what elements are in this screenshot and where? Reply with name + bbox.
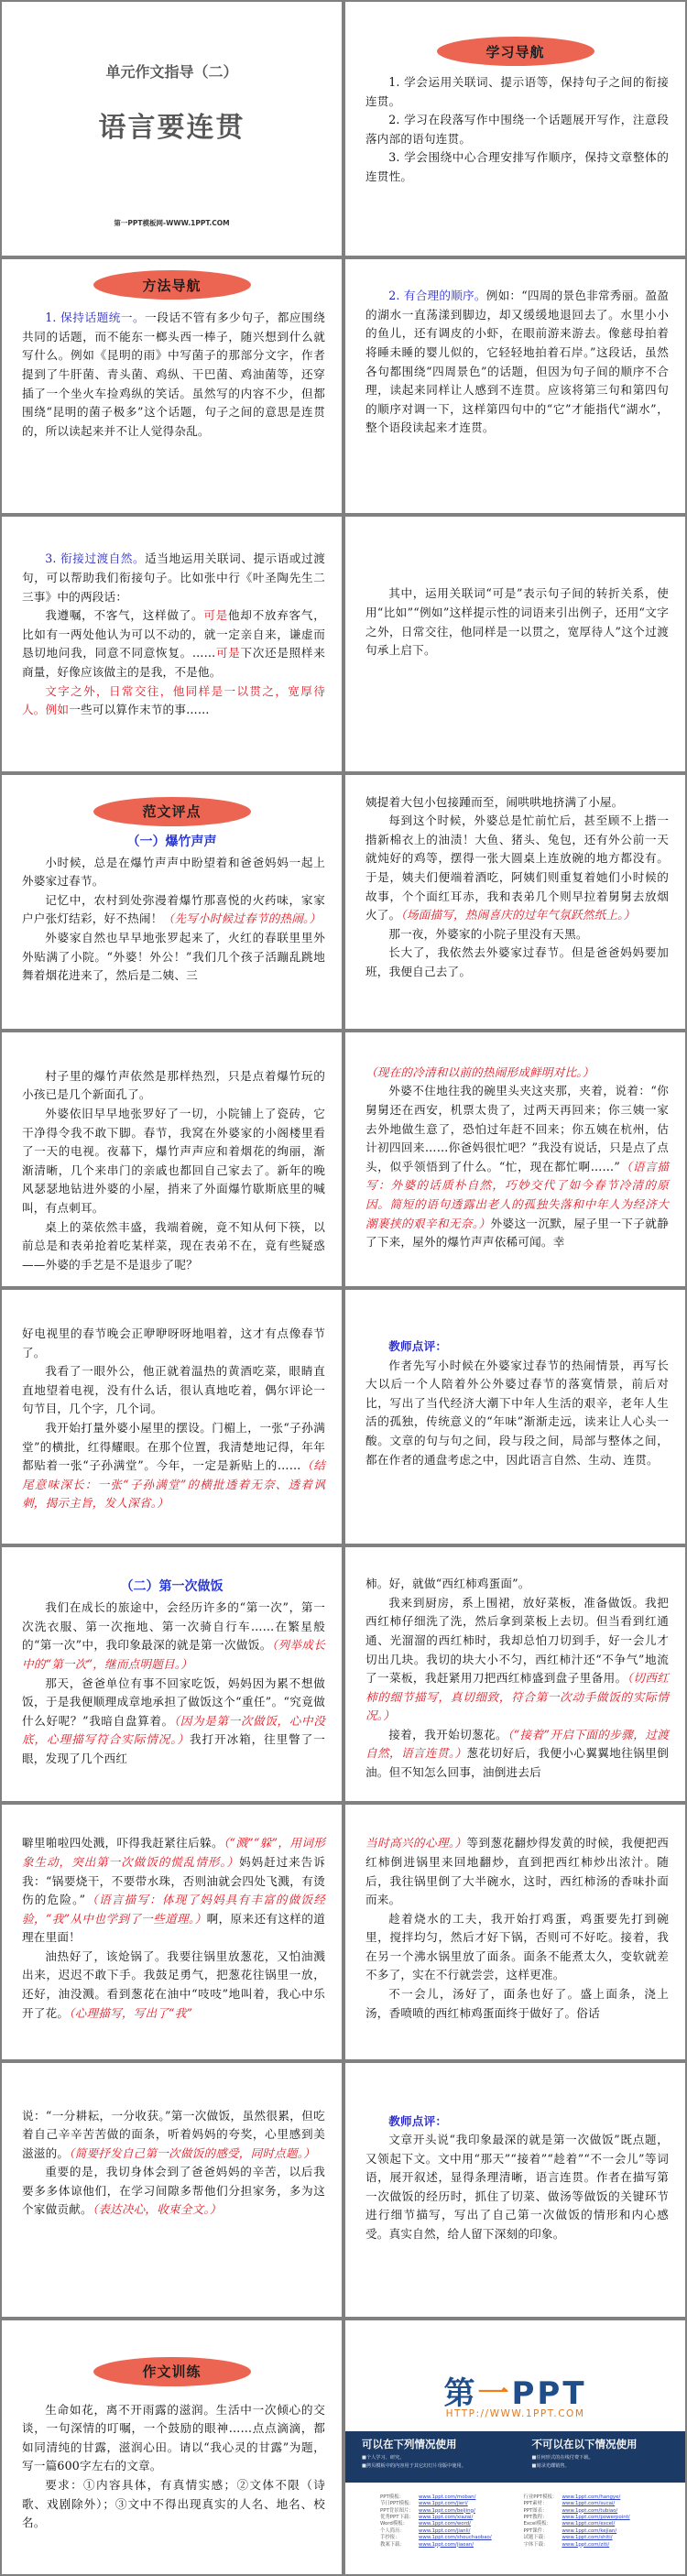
slide-method-3[interactable] — [0, 515, 344, 772]
essay-comment: （“接着”开启下面的步骤，过渡自然，语言连贯。） — [365, 1727, 670, 1761]
essay-text: 每到这个时候，外婆总是忙前忙后，甚至顾不上揩一揩新棉衣上的油渍！大鱼、猪头、兔包，还有外公前一天就炖好的鸡等，摆得一张大圆桌上连放碗的地方都没有。于是，姨夫们便端着酒吃，阿姨们则重复着她们小时候的故事，个个面红耳赤，我和表弟几个则早拉着舅舅去放烟火了。 — [365, 813, 669, 922]
essay-text: 噼里啪啦四处溅，吓得我赶紧往后躲。 — [22, 1836, 224, 1850]
resource-link[interactable]: www.1ppt.com/word/ — [419, 2521, 471, 2527]
resource-link-row — [524, 2528, 668, 2535]
essay-paragraph: 好电视里的春节晚会正咿咿呀呀地唱着，这才有点像春节了。 — [22, 1326, 325, 1359]
quote-text: 他却不放弃客气，比如有一两处他认为可以不动的，就一定亲自来，谦虚而恳切地问我，同意不同意恢复。…… — [22, 608, 325, 660]
essay-text: 重要的是，我切身体会到了爸爸妈妈的辛苦，以后我要多多体谅他们，在学习间隙多帮他们分担家务，多为这个家做贡献。 — [22, 2165, 325, 2217]
review-label: 教师点评： — [388, 1338, 448, 1353]
slide-example-2c[interactable] — [0, 1803, 344, 2060]
slide-learning-guide[interactable] — [344, 0, 687, 257]
usage-item: ■个人学习、研究。 — [362, 2454, 405, 2461]
quote-keyword: 文字之外，日常交往，他同样是一以贯之，宽厚待人。例如 — [22, 683, 325, 717]
resource-link[interactable]: www.1ppt.com/xiazai/ — [419, 2514, 474, 2520]
resource-link-row — [524, 2501, 668, 2507]
resource-links — [380, 2494, 667, 2549]
slide-example-1c[interactable] — [0, 1031, 344, 1288]
essay-paragraph — [22, 2107, 325, 2164]
essay-comment: 当时高兴的心理。） — [365, 1836, 467, 1850]
resource-link-label: PPT素材： — [523, 2501, 548, 2507]
essay-comment: （切西红柿的细节描写，真切细致，符合第一次动手做饭的实际情况。） — [365, 1671, 669, 1723]
logo-ppt: PPT — [511, 2374, 587, 2412]
resource-link-label: 个人简历： — [380, 2527, 405, 2534]
resource-link-label: PPT课件： — [523, 2527, 548, 2534]
quote-keyword: 可是 — [203, 608, 228, 623]
method-paragraph — [22, 550, 325, 719]
essay-paragraph — [22, 1834, 325, 1948]
slide-brand-end[interactable] — [344, 2319, 687, 2576]
essay-paragraph — [365, 812, 669, 925]
cover-site: 第一PPT模板网-WWW.1PPT.COM — [114, 219, 230, 227]
resource-link[interactable]: www.1ppt.com/powerpoint/ — [562, 2514, 630, 2520]
section-badge: 学习导航 — [437, 37, 594, 66]
review-body — [365, 1337, 669, 1469]
quote-text: 我遵嘱，不客气，这样做了。 — [45, 608, 204, 623]
essay-text: 我来到厨房，系上围裙，放好菜板，准备做饭。我把西红柿仔细洗了洗，然后拿到菜板上去切。但当看到红通通、光溜溜的西红柿时，我却总怕刀切到手，好一会儿才切出几块。我切的块大小不匀，西红柿汁还“不争气”地流了一菜板，我赶紧用刀把西红柿盛到盘子里备用。 — [365, 1595, 669, 1686]
resource-link[interactable]: www.1ppt.com/moban/ — [419, 2494, 476, 2500]
resource-link[interactable]: www.1ppt.com/kejian/ — [562, 2527, 617, 2534]
method-text: 一段话不管有多少句子，都应围绕共同的话题，而不能东一榔头西一棒子，随兴想到什么就写什么。例如《昆明的雨》中写菌子的那部分文字，作者提到了牛肝菌、青头菌、鸡纵、干巴菌、鸡油菌等，还穿插了一个坐火车捡鸡纵的笑话。虽然写的内容不少，但都围绕“昆明的菌子极多”这个话题，句子之间的意思是连贯的，所以读起来并不让人觉得杂乱。 — [22, 311, 325, 438]
essay-comment: （表达决心，收束全文。） — [92, 2202, 222, 2217]
method-paragraph — [22, 309, 325, 441]
brand-url[interactable]: HTTP://WWW.1PPT.COM — [445, 2407, 585, 2419]
slide-teacher-review-2[interactable] — [344, 2061, 687, 2319]
essay-comment: （心理描写，写出了“我” — [69, 2005, 193, 2020]
essay-text: 我们在成长的旅途中，会经历许多的“第一次”，第一次洗衣服、第一次拖地、第一次骑自行车……在繁星般的“第一次”中，我印象最深的就是第一次做饭。 — [22, 1600, 325, 1653]
resource-link[interactable]: www.1ppt.com/jieri/ — [419, 2501, 468, 2507]
slide-example-1e[interactable] — [0, 1288, 344, 1545]
essay-paragraph: 外婆依旧早早地张罗好了一切，小院铺上了瓷砖，它干净得令我不敢下脚。春节，我窝在外婆家的小阁楼里看了一天的电视。夜幕下，爆竹声声应和着烟花的绚丽，渐渐清晰，几个来串门的亲戚也都回自己家去了。新年的晚风瑟瑟地钻进外婆的小屋，捎来了外面爆竹歇斯底里的喊叫，有点刺耳。 — [22, 1106, 325, 1215]
usage-item: ■拷贝模板中的内容用于其它幻灯片母版中使用。 — [362, 2462, 466, 2469]
logo-dash: 一 — [477, 2374, 512, 2412]
explain-text: 其中，运用关联词“可是”表示句子间的转折关系，使用“比如”“例如”这样提示性的词语来引出例子，还用“文字之外，日常交往，他同样是一以贯之，宽厚待人”这个过渡句承上启下。 — [365, 586, 669, 658]
cover-title: 语言要连贯 — [98, 112, 245, 144]
method-text: 例如：“四周的景色非常秀丽。盈盈的湖水一直荡漾到脚边，却又缓缓地退回去了。水里小小的鱼儿，还有调皮的小虾，在眼前游来游去。像慈母拍着将睡未睡的婴儿似的，它轻轻地拍着石岸。”这段话，虽然各句都围绕“四周景色”的话题，但因为句子间的顺序不合理，读起来同样让人感到不连贯。应该将第三句和第四句的顺序对调一下，这样第四句中的“它”才能指代“湖水”，整个语段读起来才连贯。 — [365, 289, 669, 435]
resource-link-label: Excel模板： — [523, 2521, 551, 2527]
quote-paragraph — [22, 606, 325, 682]
usage-forbidden-title: 不可以在以下情况使用 — [531, 2437, 638, 2450]
essay-paragraph: 姨提着大包小包接踵而至，闹哄哄地挤满了小屋。 — [365, 794, 624, 809]
essay-comment: （先写小时候过春节的热闹。） — [162, 911, 322, 926]
essay-text: 接着，我开始切葱花。 — [388, 1727, 508, 1741]
method-lead: 2. 有合理的顺序。 — [388, 289, 486, 303]
links-right — [524, 2494, 668, 2549]
resource-link[interactable]: www.1ppt.com/shiti/ — [562, 2535, 613, 2541]
essay-paragraph — [22, 1675, 325, 1769]
essay-paragraph: 外婆家自然也早早地张罗起来了，火红的春联里里外外贴满了小院。“外婆！外公！”我们几个孩子活蹦乱跳地舞着烟花进来了，然后是二姨、三 — [22, 930, 325, 983]
essay-text: 油热好了，该炝锅了。我要往锅里放葱花，又怕油溅出来，迟迟不敢下手。我鼓足勇气，把葱花往锅里一放，还好，油没溅。看到葱花在油中“吱吱”地叫着，我心中乐开了花。 — [22, 1948, 325, 2020]
resource-link-row — [524, 2535, 668, 2541]
resource-link-label: PPT模板： — [380, 2494, 404, 2500]
resource-link-label: 教案下载： — [380, 2541, 405, 2548]
slide-example-2e[interactable] — [0, 2061, 344, 2319]
essay-body — [22, 2107, 325, 2221]
links-left — [380, 2494, 524, 2549]
method-text: 适当地运用关联词、提示语或过渡句，可以帮助我们衔接句子。比如张中行《叶圣陶先生二三事》中的两段话： — [22, 551, 325, 604]
usage-allowed — [345, 2431, 516, 2483]
quote-paragraph — [22, 682, 325, 720]
slide-method-1[interactable] — [0, 257, 344, 515]
essay-paragraph: 趁着烧水的工夫，我开始打鸡蛋，鸡蛋要先打到碗里，搅拌均匀，然后才好下锅，否则可不好吃。接着，我在另一个沸水锅里放了面条。面条不能煮太久，变软就差不多了，实在不行就尝尝，这样更准。 — [365, 1911, 669, 1982]
brand-logo — [345, 2368, 685, 2413]
resource-link-row — [380, 2528, 524, 2535]
resource-link-row — [524, 2521, 668, 2527]
essay-heading: （二）第一次做饭 — [120, 1579, 224, 1595]
resource-link-row — [524, 2494, 668, 2501]
essay-paragraph — [22, 1948, 325, 2023]
resource-link-label: 字体下载： — [523, 2541, 549, 2548]
logo-char: 第 — [443, 2374, 478, 2412]
essay-comment: （场面描写，热闹喜庆的过年气氛跃然纸上。） — [400, 908, 636, 922]
practice-requirements: 要求：①内容具体，有真情实感；②文体不限（诗歌、戏剧除外）；③文中不得出现真实的人名、地名、校名。 — [22, 2478, 325, 2530]
essay-paragraph: 我看了一眼外公，他正就着温热的黄酒吃菜，眼睛直直地望着电视，没有什么话，很认真地吃着，偶尔评论一句节目，几个字，几个词。 — [22, 1364, 325, 1416]
usage-item: ■任何形式的在线付费下载。 — [531, 2454, 594, 2461]
essay-paragraph — [22, 1419, 325, 1513]
usage-band — [345, 2431, 685, 2483]
resource-link[interactable]: www.1ppt.com/shouchaobao/ — [419, 2535, 492, 2541]
method-lead: 3. 衔接过渡自然。 — [45, 551, 146, 566]
essay-comment: （现在的冷清和以前的热闹形成鲜明对比。） — [365, 1064, 594, 1079]
resource-link[interactable]: www.1ppt.com/ziti/ — [562, 2541, 610, 2548]
section-badge: 范文评点 — [93, 797, 251, 826]
practice-prompt: 生命如花，离不开雨露的滋润。生活中一次倾心的交谈，一句深情的叮嘱，一个鼓励的眼神……点点滴滴，都如同清纯的甘露，滋润心田。请以“我心灵的甘露”为题，写一篇600字左右的文章。 — [22, 2402, 325, 2473]
essay-comment: （“溅”“躲”，用词形象生动，突出第一次做饭的慌乱情形。） — [22, 1836, 325, 1869]
review-text: 文章开头说“我印象最深的就是第一次做饭”既点题，又领起下文。文中用“那天”“接着”“趁着”“不一会儿”等词语，展开叙述，显得条理清晰，语言连贯。作者在描写第一次做饭的经历时，抓住了切菜、做汤等做饭的关键环节进行细节描写，写出了自己第一次做饭的情形和内心感受。真实自然，给人留下深刻的印象。 — [365, 2133, 669, 2242]
resource-link-label: Word模板： — [380, 2521, 409, 2527]
cover-subtitle: 单元作文指导（二） — [105, 63, 238, 81]
resource-link-label: 优秀PPT下载： — [380, 2514, 414, 2520]
essay-paragraph — [365, 1834, 669, 1909]
goal-item: 3. 学会围绕中心合理安排写作顺序，保持文章整体的连贯性。 — [365, 150, 669, 183]
usage-forbidden — [516, 2431, 686, 2483]
essay-paragraph — [22, 891, 325, 929]
essay-paragraph: 长大了，我依然去外婆家过春节。但是爸爸妈妈要加班，我便自己去了。 — [365, 945, 669, 978]
essay-text: 记忆中，农村到处弥漫着爆竹那喜悦的火药味，家家户户张灯结彩，好不热闹！ — [22, 892, 325, 926]
resource-link-label: 试题下载： — [523, 2535, 549, 2541]
essay-text: 那天，爸爸单位有事不回家吃饭，妈妈因为累不想做饭，于是我便顺理成章地承担了做饭这个“重任”。“究竟做什么好呢？”我暗自盘算着。 — [22, 1675, 325, 1728]
quote-text: 一些可以算作末节的事…… — [69, 703, 210, 717]
review-text: 作者先写小时候在外婆家过春节的热闹情景，再写长大以后一个人陪着外公外婆过春节的落寞情景，前后对比，写出了当代经济大潮下中年人生活的艰辛，老年人生活的孤独，传统意义的“年味”渐渐走远，读来让人心头一酸。文章的句与句之间，段与段之间，局部与整体之间，都在作者的通盘考虑之中，因此语言自然、生动、连贯。 — [365, 1358, 669, 1467]
learning-goals — [365, 73, 669, 187]
practice-body — [22, 2401, 325, 2533]
quote-keyword: 可是 — [215, 646, 241, 660]
slide-cover[interactable] — [0, 0, 344, 257]
essay-text: 啊，原来还有这样的道理在里面！ — [22, 1911, 326, 1945]
method-lead: 1. 保持话题统一。 — [45, 311, 146, 325]
slide-method-2[interactable] — [344, 257, 687, 515]
resource-link-row — [380, 2508, 524, 2515]
section-badge: 方法导航 — [93, 270, 251, 300]
essay-text: 我打开冰箱，往里瞥了一眼，发现了几个西红 — [22, 1732, 326, 1765]
essay-text: 说：“一分耕耘，一分收获。”第一次做饭，虽然很累，但吃着自己辛辛苦苦做的面条，听着妈妈的夸奖，心里感到美滋滋的。 — [22, 2108, 325, 2160]
resource-link-label: PPT图表： — [523, 2507, 548, 2514]
essay-paragraph: 村子里的爆竹声依然是那样热烈，只是点着爆竹玩的小孩已是几个新面孔了。 — [22, 1068, 325, 1102]
slide-example-2b[interactable] — [344, 1545, 687, 1803]
resource-link-row — [380, 2521, 524, 2527]
essay-comment: （因为是第一次做饭，心中没底，心理描写符合实际情况。） — [22, 1713, 325, 1747]
slide-writing-practice[interactable] — [0, 2319, 344, 2576]
essay-text: 我开始打量外婆小屋里的摆设。门楣上，一张“子孙满堂”的横批，红得耀眼。在那个位置，我清楚地记得，年年都贴着一张“子孙满堂”。今年，一定是新贴上的…… — [22, 1420, 325, 1473]
essay-paragraph: 柿。好，就做“西红柿鸡蛋面”。 — [365, 1577, 530, 1591]
resource-link[interactable]: www.1ppt.com/hangye/ — [562, 2494, 621, 2500]
resource-link[interactable]: www.1ppt.com/jiaoan/ — [419, 2541, 474, 2548]
essay-body — [22, 1599, 325, 1768]
resource-link-label: PPT教程： — [523, 2514, 548, 2520]
resource-link-row — [380, 2542, 524, 2549]
essay-paragraph — [365, 1594, 669, 1726]
essay-heading: （一）爆竹声声 — [126, 834, 217, 849]
essay-paragraph — [365, 1726, 669, 1783]
essay-text: 等到葱花翻炒得发黄的时候，我便把西红柿倒进锅里来回地翻炒，直到把西红柿炒出浓汁。随后，我往锅里倒了大半碗水，这时，西红柿汤的香味扑面而来。 — [365, 1836, 670, 1907]
slide-example-2d[interactable] — [344, 1803, 687, 2060]
usage-item: ■刻录光碟销售。 — [531, 2462, 570, 2469]
resource-link-row — [380, 2535, 524, 2541]
slide-example-2a[interactable] — [0, 1545, 344, 1803]
essay-comment: （语言描写：体现了妈妈具有丰富的做饭经验，“我”从中也学到了一些道理。） — [22, 1893, 325, 1926]
essay-comment: （语言描写：外婆的话质朴自然，巧妙交代了如今春节冷清的原因。简短的语句透露出老人的孤独失落和中年人为经济大潮裹挟的艰辛和无奈。） — [365, 1159, 669, 1230]
resource-link[interactable]: www.1ppt.com/jianli/ — [419, 2527, 471, 2534]
essay-comment: （简要抒发自己第一次做饭的感受，同时点题。） — [69, 2145, 316, 2160]
slide-example-1a[interactable] — [0, 773, 344, 1031]
resource-link-label: 行业PPT模板： — [523, 2494, 558, 2500]
essay-paragraph: 桌上的菜依然丰盛，我端着碗，竟不知从何下筷，以前总是和表弟抢着吃某样菜，现在表弟不在，竟有些疑惑——外婆的手艺是不是退步了呢？ — [22, 1219, 325, 1272]
essay-text: 妈妈赶过来告诉我：“锅要烧干，不要带水珠，否则油就会四处飞溅，有烫伤的危险。” — [22, 1854, 325, 1907]
review-body — [365, 2112, 669, 2244]
explain-paragraph — [365, 584, 669, 660]
goal-item: 1. 学会运用关联词、提示语等，保持句子之间的衔接连贯。 — [365, 75, 669, 108]
essay-body — [365, 1064, 669, 1252]
essay-paragraph — [22, 1599, 325, 1674]
resource-link-row — [524, 2508, 668, 2515]
essay-paragraph: 那一夜，外婆家的小院子里没有天黑。 — [388, 926, 588, 941]
essay-paragraph: 不一会儿，汤好了，面条也好了。盛上面条，浇上汤，香喷喷的西红柿鸡蛋面终于做好了。俗话 — [365, 1987, 669, 2020]
essay-body — [22, 854, 325, 986]
resource-link-label: 节日PPT模板： — [380, 2501, 414, 2507]
resource-link[interactable]: www.1ppt.com/beijing/ — [419, 2507, 475, 2514]
resource-link-label: 手抄报： — [380, 2535, 400, 2541]
essay-paragraph: 小时候，总是在爆竹声声中盼望着和爸爸妈妈一起上外婆家过春节。 — [22, 855, 325, 889]
essay-text: 外婆不住地往我的碗里头夹这夹那，夹着，说着：“你舅舅还在西安，机票太贵了，过两天再回来；你三姨一家去外地做生意了，恐怕过年赶不回来；你五姨在杭州，估计初四回来……你爸妈很忙吧？”我没有说话，只是点了点头，似乎领悟到了什么。“忙，现在都忙啊……” — [365, 1084, 669, 1173]
essay-body — [365, 793, 669, 982]
usage-allowed-title: 可以在下列情况使用 — [362, 2437, 457, 2450]
essay-paragraph — [365, 1082, 669, 1251]
resource-link-label: PPT背景图片： — [380, 2507, 414, 2514]
essay-text: 葱花切好后，我便小心翼翼地往锅里倒油。但不知怎么回事，油倒进去后 — [365, 1746, 670, 1780]
essay-body — [365, 1834, 669, 2023]
review-label: 教师点评： — [388, 2113, 448, 2128]
essay-paragraph — [22, 2163, 325, 2220]
essay-body — [365, 1575, 669, 1783]
method-paragraph — [365, 287, 669, 438]
slide-teacher-review-1[interactable] — [344, 1288, 687, 1545]
essay-comment: （列举成长中的“第一次”，继而点明题目。） — [22, 1638, 325, 1671]
slide-example-1b[interactable] — [344, 773, 687, 1031]
essay-body — [22, 1834, 325, 2023]
resource-link-row — [380, 2494, 524, 2501]
section-badge: 作文训练 — [93, 2357, 251, 2386]
quote-text: 下次还是照样来商量，好像应该做主的是我，不是他。 — [22, 646, 325, 679]
resource-link[interactable]: www.1ppt.com/sucai/ — [562, 2501, 616, 2507]
slide-example-1d[interactable] — [344, 1031, 687, 1288]
resource-link[interactable]: www.1ppt.com/excel/ — [562, 2521, 616, 2527]
goal-item: 2. 学习在段落写作中围绕一个话题展开写作，注意段落内部的语句连贯。 — [365, 113, 669, 146]
resource-link-row — [380, 2501, 524, 2507]
essay-comment: （结尾意味深长：一张“子孙满堂”的横批透着无奈、透着讽刺，揭示主旨，发人深省。） — [22, 1458, 325, 1511]
slide-method-3-explain[interactable] — [344, 515, 687, 772]
essay-body — [22, 1067, 325, 1275]
resource-link[interactable]: www.1ppt.com/tubiao/ — [562, 2507, 618, 2514]
resource-link-row — [524, 2542, 668, 2549]
essay-body — [22, 1325, 325, 1513]
essay-text: 外婆这一沉默，屋子里一下子就静了下来，屋外的爆竹声声依稀可闻。幸 — [365, 1216, 669, 1250]
